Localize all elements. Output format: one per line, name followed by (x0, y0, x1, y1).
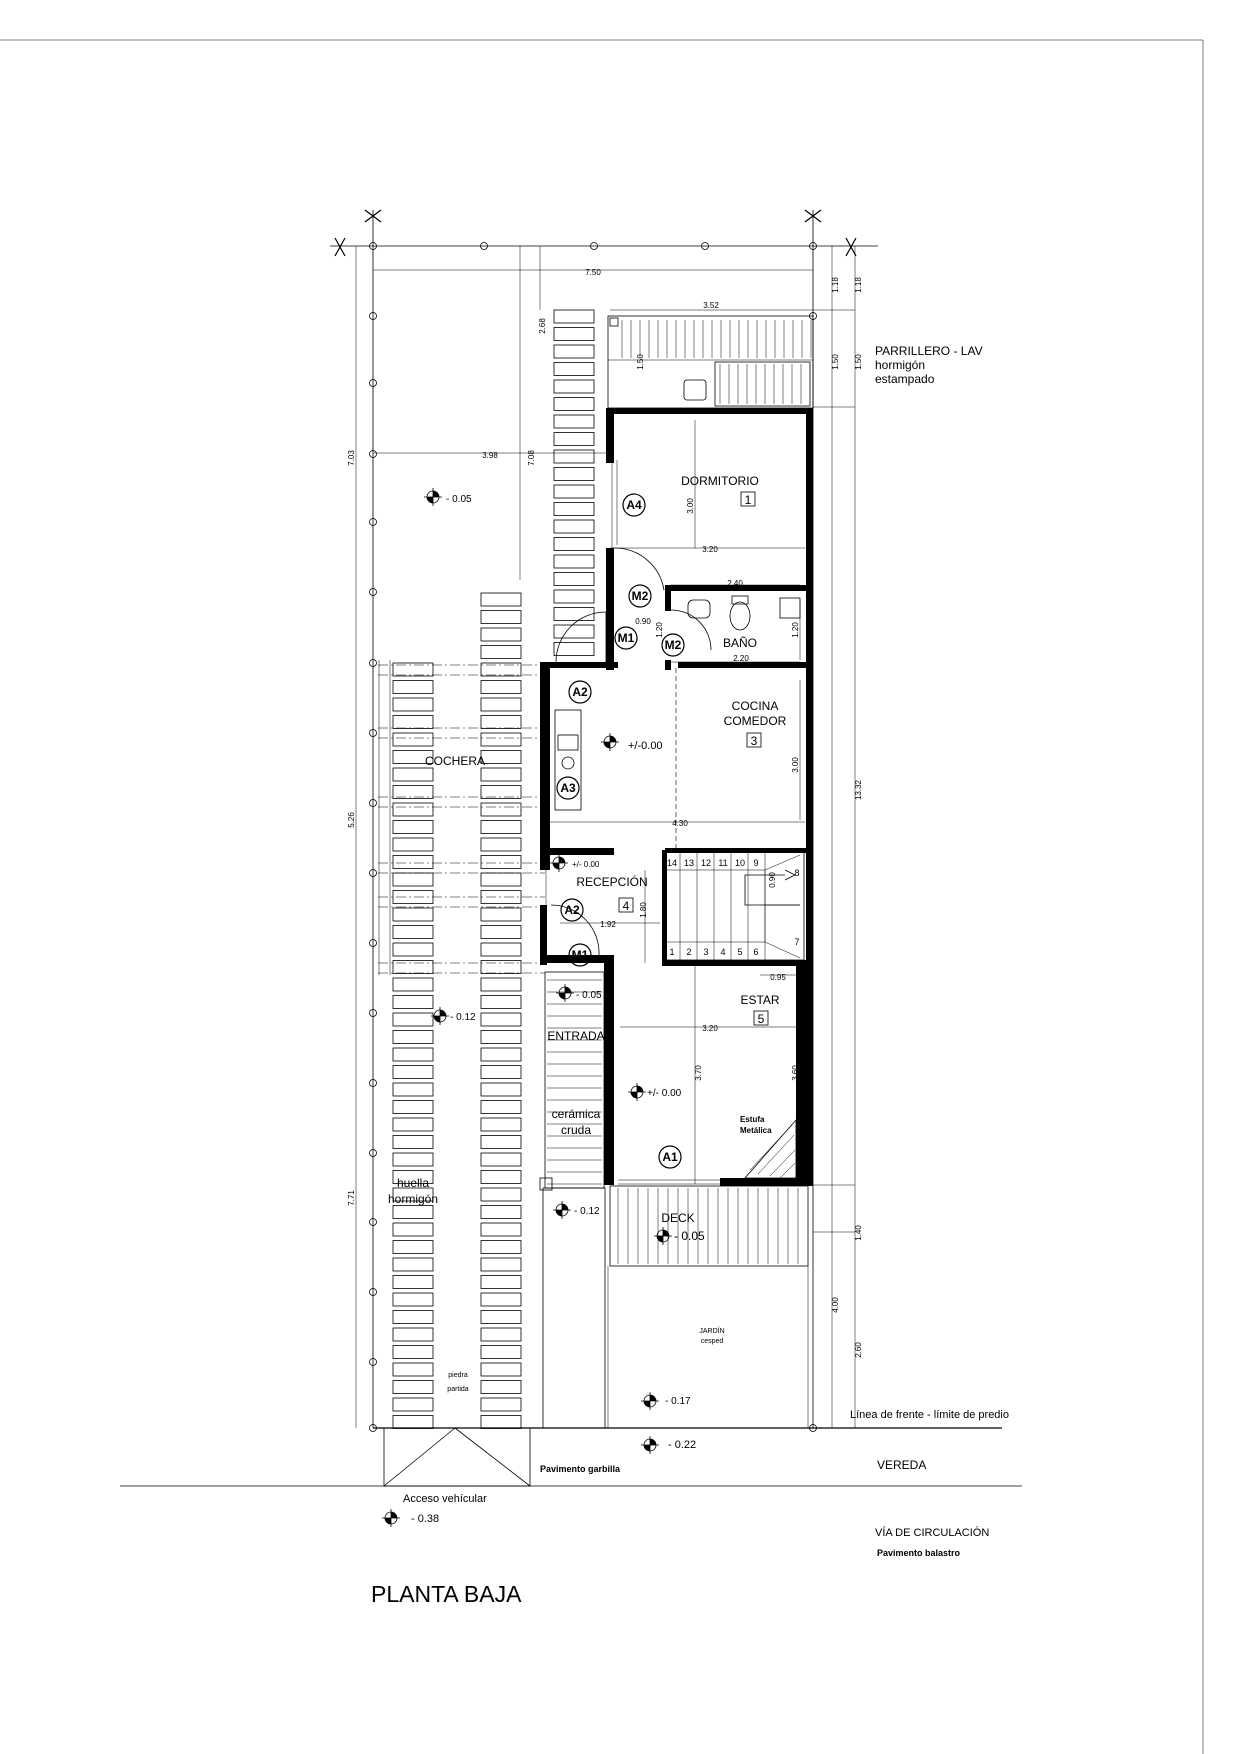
dim-4-00: 4.00 (831, 1297, 840, 1313)
opening-m2-bano: M2 (664, 638, 682, 652)
level-l1: - 0.05 (446, 494, 472, 505)
opening-a1: A1 (662, 1150, 678, 1164)
level-marker-icon (550, 854, 568, 872)
vereda-label: VEREDA (877, 1458, 927, 1472)
plan-title: PLANTA BAJA (371, 1581, 522, 1607)
pavimento-balastro-label: Pavimento balastro (877, 1548, 961, 1558)
cochera-track-left (393, 663, 433, 1429)
dim-1-20-pasillo: 1.20 (655, 622, 664, 638)
deck (610, 1186, 808, 1266)
stair-step-11: 11 (718, 858, 728, 868)
opening-m2-dormitorio: M2 (631, 589, 649, 603)
stair-step-10: 10 (734, 858, 746, 868)
parrillero-label-2: hormigón (875, 358, 926, 372)
dim-3-00-dormitorio: 3.00 (686, 498, 695, 514)
parrillero-label-3: estampado (875, 372, 935, 386)
level-l4: - 0.05 (576, 990, 602, 1001)
level-l6: +/- 0.00 (647, 1088, 682, 1099)
room-entrada-label: ENTRADA (547, 1029, 605, 1043)
ceramica-label-2: cruda (560, 1123, 592, 1137)
stove-icon (562, 757, 574, 769)
dim-2-60: 2.60 (854, 1342, 863, 1358)
dim-4-30: 4.30 (672, 819, 688, 828)
room-cocina-number: 3 (750, 734, 758, 748)
dim-2-20: 2.20 (733, 654, 749, 663)
dim-1-80: 1.80 (639, 902, 648, 918)
level-l5: - 0.12 (450, 1012, 476, 1023)
level-marker-icon (553, 1201, 571, 1219)
room-recepcion-label: RECEPCIÓN (576, 875, 648, 889)
room-cocina-label-1: COCINA (731, 699, 779, 713)
opening-m1-entrada: M1 (571, 948, 589, 962)
dimension-lines (356, 246, 855, 1428)
dim-5-26: 5.26 (347, 812, 356, 828)
stair-step-9: 9 (753, 858, 759, 868)
dim-2-68: 2.68 (538, 318, 547, 334)
level-marker-icon (556, 984, 574, 1002)
jardin-label-2: cesped (700, 1338, 724, 1345)
dim-3-60: 3.60 (791, 1065, 800, 1081)
cochera-track-right (481, 593, 521, 1429)
stair-step-3: 3 (703, 947, 709, 957)
room-dormitorio-label: DORMITORIO (681, 474, 759, 488)
level-marker-icon (641, 1436, 659, 1454)
dim-1-50-b: 1.50 (854, 354, 863, 370)
estufa-label-2: Metálica (740, 1126, 772, 1135)
level-l9: - 0.17 (665, 1396, 691, 1407)
dim-3-52: 3.52 (703, 301, 719, 310)
stair-step-2: 2 (686, 947, 692, 957)
dim-1-40: 1.40 (854, 1225, 863, 1241)
level-marker-icon (654, 1227, 672, 1245)
stair-step-5: 5 (737, 947, 743, 957)
dim-1-18-b: 1.18 (854, 277, 863, 293)
stair-step-8: 8 (794, 868, 800, 878)
dim-7-50: 7.50 (585, 268, 601, 277)
dim-1-18-a: 1.18 (831, 277, 840, 293)
opening-a4: A4 (626, 498, 642, 512)
cochera-track-upper (554, 310, 594, 656)
via-circulacion-label: VÍA DE CIRCULACIÓN (875, 1527, 990, 1539)
pavimento-garbilla-label: Pavimento garbilla (540, 1464, 621, 1474)
stair-step-7: 7 (794, 937, 800, 947)
cochera-gate-lines (378, 660, 545, 975)
dim-1-20-bano: 1.20 (791, 622, 800, 638)
stair-step-4: 4 (720, 947, 726, 957)
level-l10: - 0.22 (668, 1439, 697, 1451)
toilet-icon (730, 602, 750, 630)
level-marker-icon (628, 1083, 646, 1101)
level-l3: +/- 0.00 (572, 860, 600, 869)
dim-1-92: 1.92 (600, 920, 616, 929)
shower-icon (780, 598, 800, 618)
dim-2-40: 2.40 (727, 579, 743, 588)
opening-a2-recepcion: A2 (564, 903, 580, 917)
room-estar-number: 5 (757, 1012, 765, 1026)
jardin-label-1: JARDÍN (699, 1328, 725, 1335)
acceso-vehicular-label: Acceso vehícular (403, 1493, 487, 1505)
dim-13-32: 13.32 (854, 779, 863, 801)
estufa-label-1: Estufa (740, 1115, 765, 1124)
level-l2: +/-0.00 (628, 740, 663, 752)
level-marker-icon (382, 1509, 400, 1527)
kitchen-sink-icon (558, 735, 578, 750)
level-l7: - 0.12 (574, 1206, 600, 1217)
opening-tags (557, 494, 684, 1168)
dim-3-98: 3.98 (482, 451, 498, 460)
staircase (664, 852, 804, 960)
room-cocina-label-2: COMEDOR (723, 714, 787, 728)
dim-3-00-cocina: 3.00 (791, 757, 800, 773)
level-l8: - 0.05 (674, 1229, 705, 1243)
linea-frente-label: Línea de frente - límite de predio (850, 1409, 1009, 1421)
huella-label-2: hormigón (387, 1192, 439, 1206)
level-marker-icon (641, 1392, 659, 1410)
level-l11: - 0.38 (411, 1513, 440, 1525)
dim-0-90-escalera: 0.90 (768, 872, 777, 888)
level-marker-icon (424, 488, 442, 506)
dim-3-20-estar: 3.20 (702, 1024, 718, 1033)
level-marker-icon (601, 733, 619, 751)
huella-label-1: huella (396, 1176, 430, 1190)
dim-7-08: 7.08 (527, 450, 536, 466)
room-estar-label: ESTAR (740, 993, 780, 1007)
room-cochera-label: COCHERA (424, 754, 486, 768)
parrillero-label-1: PARRILLERO - LAV (875, 344, 983, 358)
bano-fixtures (688, 596, 800, 630)
opening-m1-pasillo: M1 (617, 631, 635, 645)
level-marker-icon (431, 1007, 449, 1025)
opening-a2-cocina: A2 (572, 685, 588, 699)
stair-step-14: 14 (666, 858, 678, 868)
dim-1-50-parrillero: 1.50 (636, 354, 645, 370)
dim-0-95: 0.95 (770, 973, 786, 982)
site-front (120, 1266, 1022, 1486)
dim-0-90: 0.90 (635, 617, 651, 626)
room-deck-label: DECK (661, 1211, 695, 1225)
dim-1-50-a: 1.50 (831, 354, 840, 370)
stair-step-6: 6 (753, 947, 759, 957)
dim-7-71: 7.71 (347, 1190, 356, 1206)
stair-step-1: 1 (669, 947, 675, 957)
stair-step-12: 12 (700, 858, 712, 868)
dim-3-70: 3.70 (694, 1065, 703, 1081)
opening-a3: A3 (560, 781, 576, 795)
parrillero-sink-icon (684, 380, 706, 400)
piedra-label-2: partida (447, 1386, 469, 1393)
ceramica-label-1: cerámica (551, 1107, 601, 1121)
room-bano-label: BAÑO (722, 636, 758, 650)
piedra-label-1: piedra (448, 1372, 468, 1379)
material-labels (371, 344, 1009, 1607)
stair-step-13: 13 (683, 858, 695, 868)
dim-7-03: 7.03 (347, 450, 356, 466)
room-dormitorio-number: 1 (744, 493, 752, 507)
dim-3-20-dormitorio: 3.20 (702, 545, 718, 554)
room-recepcion-number: 4 (622, 899, 630, 913)
